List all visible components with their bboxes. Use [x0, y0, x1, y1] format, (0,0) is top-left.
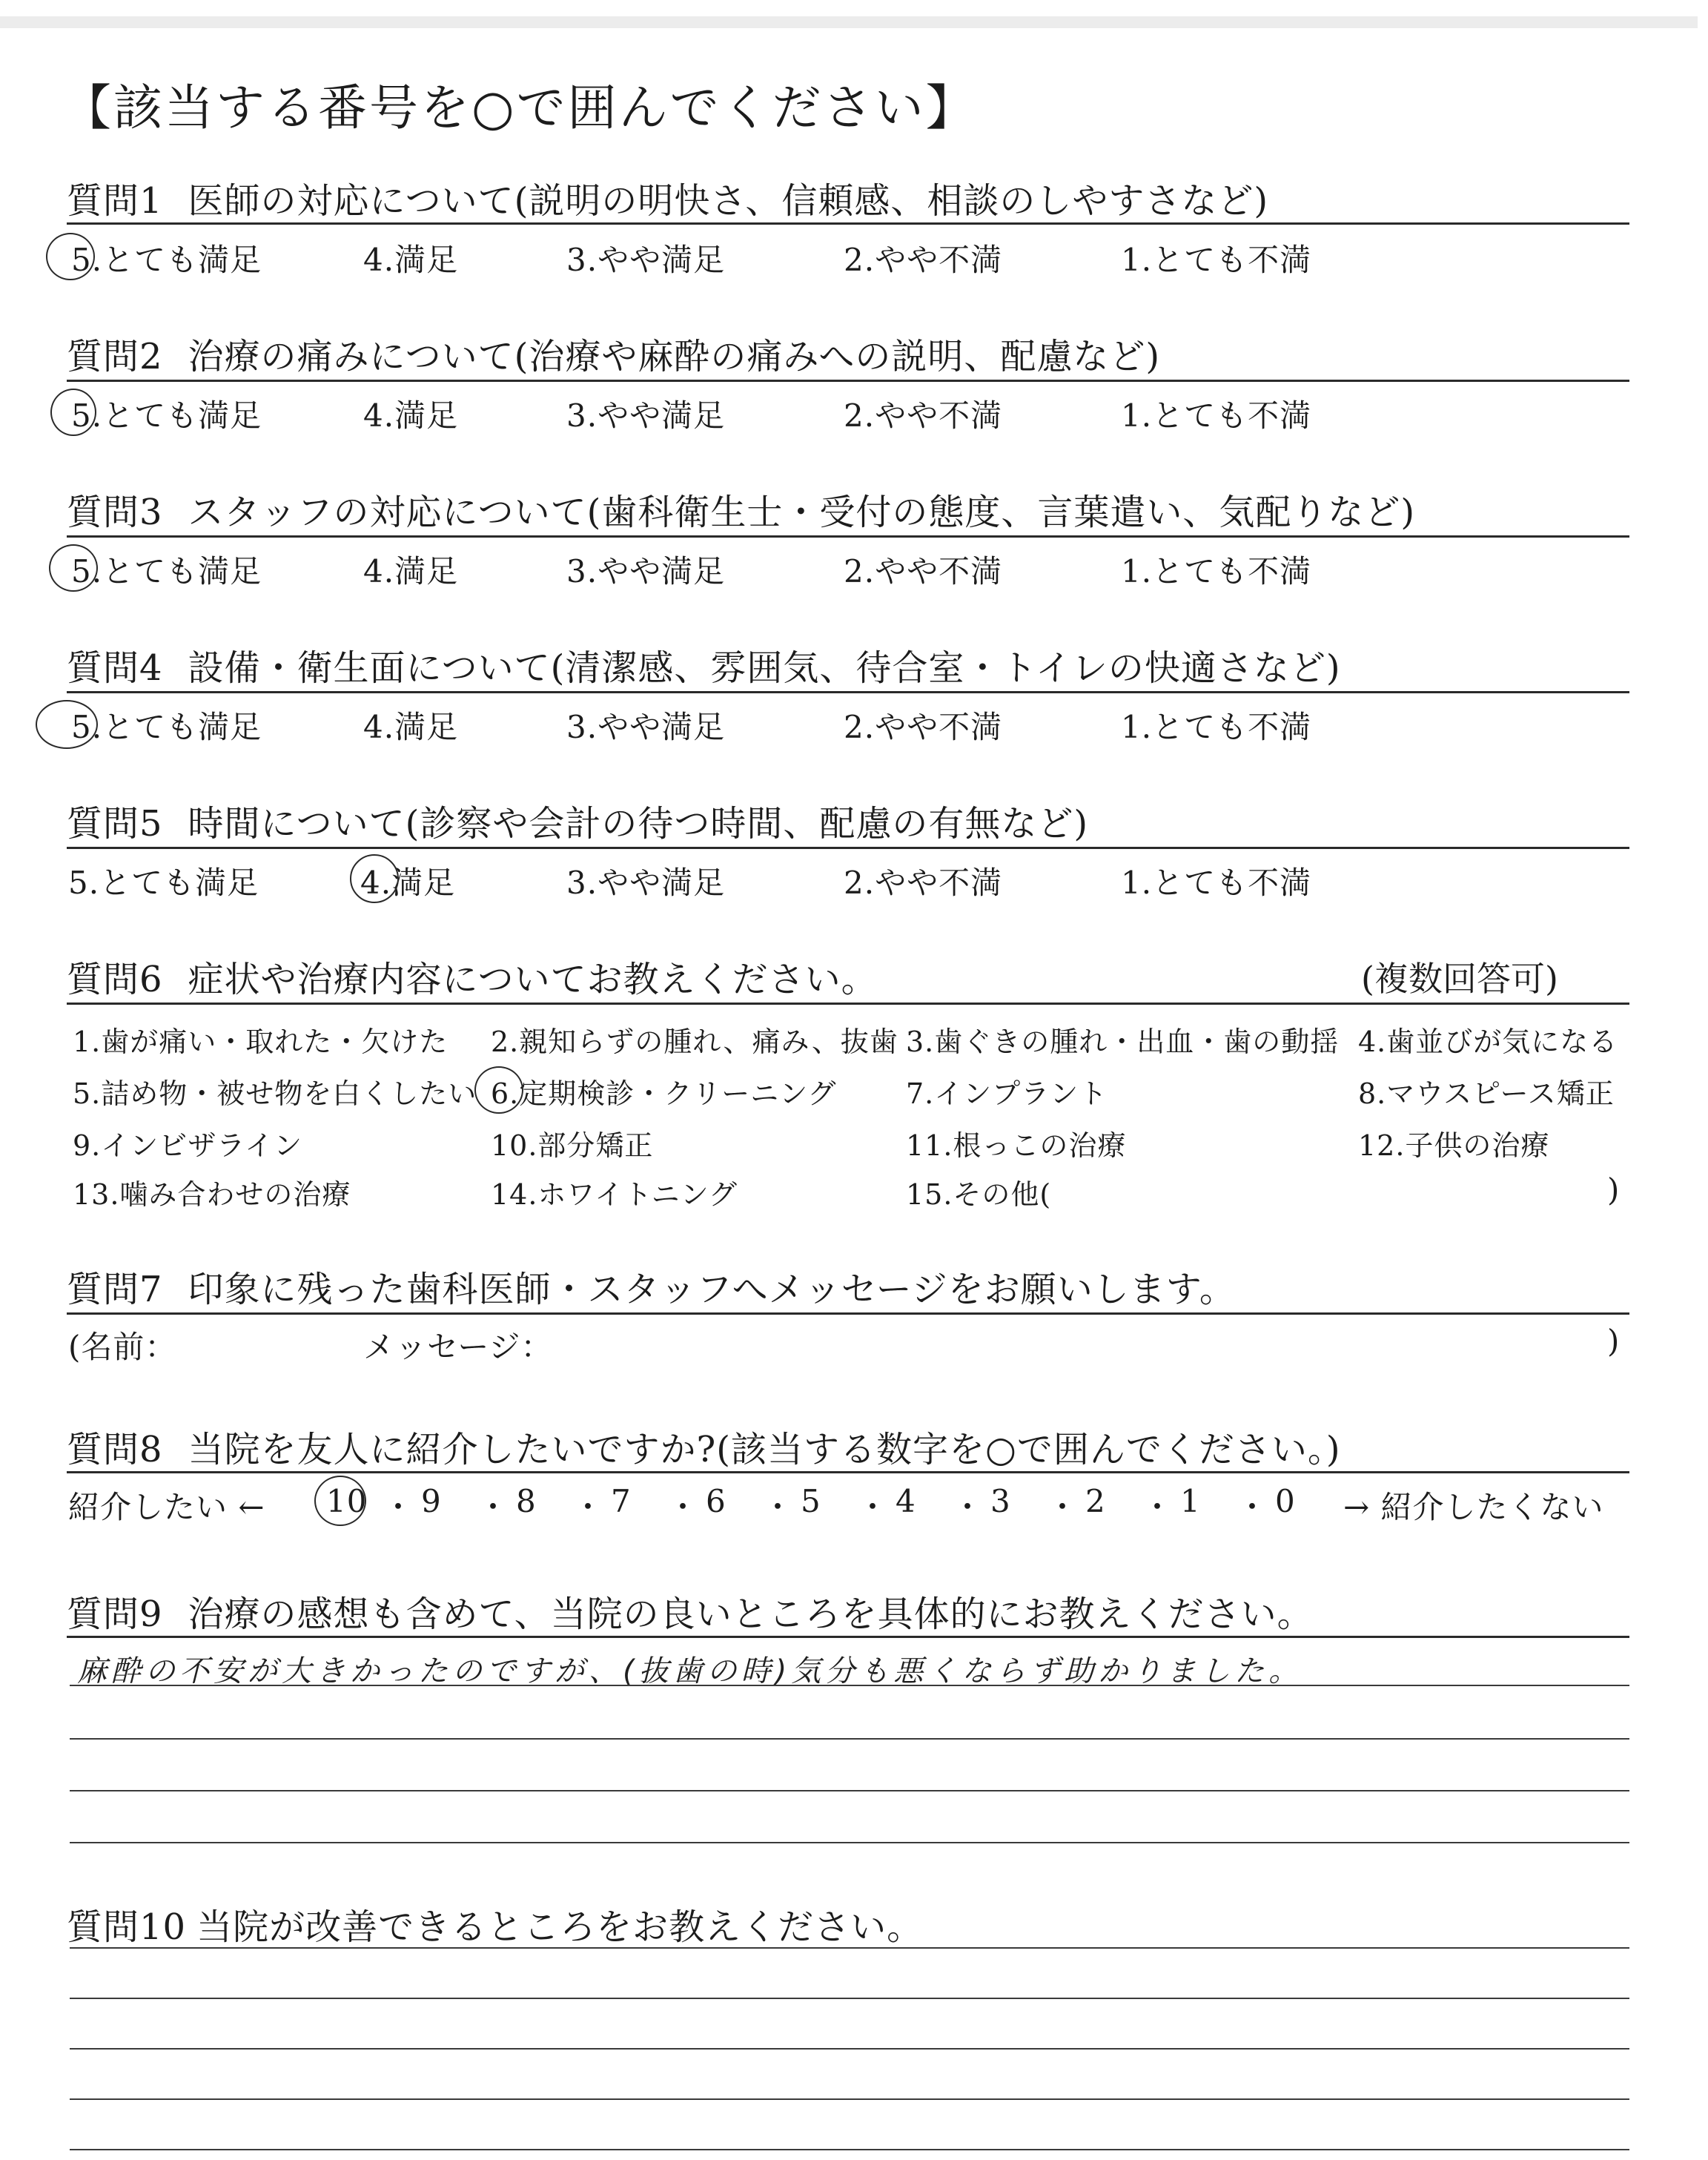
question-number: 質問3 — [67, 492, 163, 533]
answer-line[interactable] — [70, 1738, 1629, 1740]
q6-option-12[interactable]: 12.子供の治療 — [1358, 1129, 1550, 1162]
question-text: 医師の対応について(説明の明快さ、信頼感、相談のしやすさなど) — [188, 180, 1269, 222]
q6-option-4[interactable]: 4.歯並びが気になる — [1358, 1025, 1618, 1058]
answer-line[interactable] — [70, 1947, 1629, 1949]
q4-option-2[interactable]: 2.やや不満 — [844, 709, 1003, 745]
scale-value-1[interactable]: 1 — [1180, 1483, 1201, 1519]
question-rule — [67, 380, 1629, 382]
scale-separator: ・ — [1047, 1489, 1079, 1525]
question-text: 時間について(診察や会計の待つ時間、配慮の有無など) — [188, 803, 1089, 845]
q6-option-10[interactable]: 10.部分矯正 — [491, 1129, 654, 1162]
scale-value-6[interactable]: 6 — [706, 1483, 726, 1519]
q1-option-5[interactable]: 5.とても満足 — [71, 242, 262, 278]
question-rule — [67, 1471, 1629, 1473]
q1-option-4[interactable]: 4.満足 — [363, 242, 459, 278]
question-6 — [67, 951, 878, 1002]
question-number: 質問6 — [67, 959, 163, 1000]
q4-option-4[interactable]: 4.満足 — [363, 709, 459, 745]
q5-option-5[interactable]: 5.とても満足 — [68, 865, 259, 901]
q4-option-3[interactable]: 3.やや満足 — [566, 709, 726, 745]
question-number: 質問8 — [67, 1429, 163, 1470]
question-10 — [67, 1898, 923, 1949]
question-8 — [67, 1421, 1341, 1472]
scale-separator: ・ — [477, 1489, 510, 1525]
q5-option-2[interactable]: 2.やや不満 — [844, 865, 1003, 901]
scale-separator: ・ — [762, 1489, 795, 1525]
form-header: 【該当する番号を○で囲んでください】 — [62, 79, 977, 136]
scale-value-7[interactable]: 7 — [611, 1483, 632, 1519]
question-text: 当院を友人に紹介したいですか?(該当する数字を○で囲んでください。) — [188, 1429, 1341, 1470]
q6-option-2[interactable]: 2.親知らずの腫れ、痛み、抜歯 — [491, 1025, 898, 1058]
answer-line[interactable] — [70, 2149, 1629, 2150]
scan-edge — [0, 16, 1698, 28]
question-text: 当院が改善できるところをお教えください。 — [196, 1906, 924, 1948]
q6-other-close: ) — [1607, 1172, 1620, 1208]
q3-option-3[interactable]: 3.やや満足 — [566, 553, 726, 589]
question-1 — [67, 172, 1268, 223]
question-7 — [67, 1261, 1236, 1312]
q3-option-4[interactable]: 4.満足 — [363, 553, 459, 589]
q6-option-13[interactable]: 13.噛み合わせの治療 — [73, 1178, 351, 1211]
scale-separator: ・ — [1142, 1489, 1174, 1525]
question-text: スタッフの対応について(歯科衛生士・受付の態度、言葉遣い、気配りなど) — [188, 492, 1416, 533]
q5-option-3[interactable]: 3.やや満足 — [566, 865, 726, 901]
question-number: 質問10 — [67, 1906, 187, 1948]
question-text: 治療の痛みについて(治療や麻酔の痛みへの説明、配慮など) — [188, 336, 1161, 377]
scale-value-9[interactable]: 9 — [421, 1483, 442, 1519]
question-number: 質問7 — [67, 1269, 163, 1310]
q4-option-1[interactable]: 1.とても不満 — [1121, 709, 1312, 745]
q2-option-4[interactable]: 4.満足 — [363, 397, 459, 434]
scale-separator: ・ — [383, 1489, 415, 1525]
q6-option-14[interactable]: 14.ホワイトニング — [491, 1178, 738, 1211]
question-number: 質問5 — [67, 803, 163, 845]
scale-separator: ・ — [572, 1489, 605, 1525]
handwritten-answer: 麻酔の不安が大きかったのですが、(抜歯の時)気分も悪くならず助かりました。 — [77, 1654, 1303, 1688]
answer-line[interactable] — [70, 2098, 1629, 2100]
scale-separator: ・ — [857, 1489, 890, 1525]
q1-option-2[interactable]: 2.やや不満 — [844, 242, 1003, 278]
scale-value-8[interactable]: 8 — [516, 1483, 537, 1519]
q5-option-1[interactable]: 1.とても不満 — [1121, 865, 1312, 901]
q3-option-1[interactable]: 1.とても不満 — [1121, 553, 1312, 589]
question-text: 設備・衛生面について(清潔感、雰囲気、待合室・トイレの快適さなど) — [188, 647, 1341, 689]
question-3 — [67, 483, 1415, 535]
message-close: ) — [1607, 1323, 1620, 1359]
q1-option-1[interactable]: 1.とても不満 — [1121, 242, 1312, 278]
q6-option-8[interactable]: 8.マウスピース矯正 — [1358, 1077, 1615, 1110]
scale-value-3[interactable]: 3 — [990, 1483, 1011, 1519]
q2-option-3[interactable]: 3.やや満足 — [566, 397, 726, 434]
q6-option-6[interactable]: 6.定期検診・クリーニング — [491, 1077, 837, 1110]
multiple-answers-note: (複数回答可) — [1361, 959, 1558, 999]
question-text: 治療の感想も含めて、当院の良いところを具体的にお教えください。 — [188, 1593, 1314, 1635]
q1-option-3[interactable]: 3.やや満足 — [566, 242, 726, 278]
q6-option-15[interactable]: 15.その他( — [906, 1178, 1052, 1211]
question-5 — [67, 795, 1088, 846]
scale-value-10[interactable]: 10 — [326, 1483, 368, 1519]
message-field-label[interactable]: メッセージ： — [363, 1329, 553, 1365]
question-9 — [67, 1585, 1314, 1636]
question-rule — [67, 222, 1629, 225]
answer-line[interactable] — [70, 1685, 1629, 1686]
q3-option-2[interactable]: 2.やや不満 — [844, 553, 1003, 589]
question-text: 印象に残った歯科医師・スタッフへメッセージをお願いします。 — [188, 1269, 1236, 1310]
question-number: 質問1 — [67, 180, 163, 222]
question-rule — [67, 1636, 1629, 1638]
scale-separator: ・ — [952, 1489, 984, 1525]
scale-value-4[interactable]: 4 — [896, 1483, 916, 1519]
q4-option-5[interactable]: 5.とても満足 — [71, 709, 262, 745]
answer-line[interactable] — [70, 2048, 1629, 2050]
answer-line[interactable] — [70, 1790, 1629, 1791]
answer-line[interactable] — [70, 1998, 1629, 1999]
question-2 — [67, 328, 1160, 379]
question-rule — [67, 535, 1629, 538]
scale-value-2[interactable]: 2 — [1085, 1483, 1106, 1519]
q6-option-9[interactable]: 9.インビザライン — [73, 1129, 303, 1162]
question-text: 症状や治療内容についてお教えください。 — [188, 959, 878, 1000]
name-field-label[interactable]: (名前： — [68, 1329, 177, 1365]
question-rule — [67, 1003, 1629, 1005]
question-4 — [67, 639, 1341, 690]
question-rule — [67, 847, 1629, 849]
question-rule — [67, 1312, 1629, 1315]
question-number: 質問9 — [67, 1593, 163, 1635]
scale-separator: ・ — [1237, 1489, 1269, 1525]
scale-separator: ・ — [667, 1489, 700, 1525]
q6-option-1[interactable]: 1.歯が痛い・取れた・欠けた — [73, 1025, 448, 1058]
recommend-left-label: 紹介したい ← — [68, 1489, 265, 1525]
q6-option-11[interactable]: 11.根っこの治療 — [906, 1129, 1127, 1162]
recommend-right-label: → 紹介したくない — [1343, 1489, 1604, 1525]
question-rule — [67, 691, 1629, 693]
scale-value-0[interactable]: 0 — [1275, 1483, 1296, 1519]
question-number: 質問4 — [67, 647, 163, 689]
q6-option-3[interactable]: 3.歯ぐきの腫れ・出血・歯の動揺 — [906, 1025, 1340, 1058]
q2-option-2[interactable]: 2.やや不満 — [844, 397, 1003, 434]
q2-option-1[interactable]: 1.とても不満 — [1121, 397, 1312, 434]
q3-option-5[interactable]: 5.とても満足 — [71, 553, 262, 589]
answer-line[interactable] — [70, 1842, 1629, 1843]
scale-value-5[interactable]: 5 — [801, 1483, 821, 1519]
q5-option-4[interactable]: 4.満足 — [360, 865, 456, 901]
question-number: 質問2 — [67, 336, 163, 377]
q6-option-7[interactable]: 7.インプラント — [906, 1077, 1108, 1110]
q2-option-5[interactable]: 5.とても満足 — [71, 397, 262, 434]
q6-option-5[interactable]: 5.詰め物・被せ物を白くしたい — [73, 1077, 477, 1110]
